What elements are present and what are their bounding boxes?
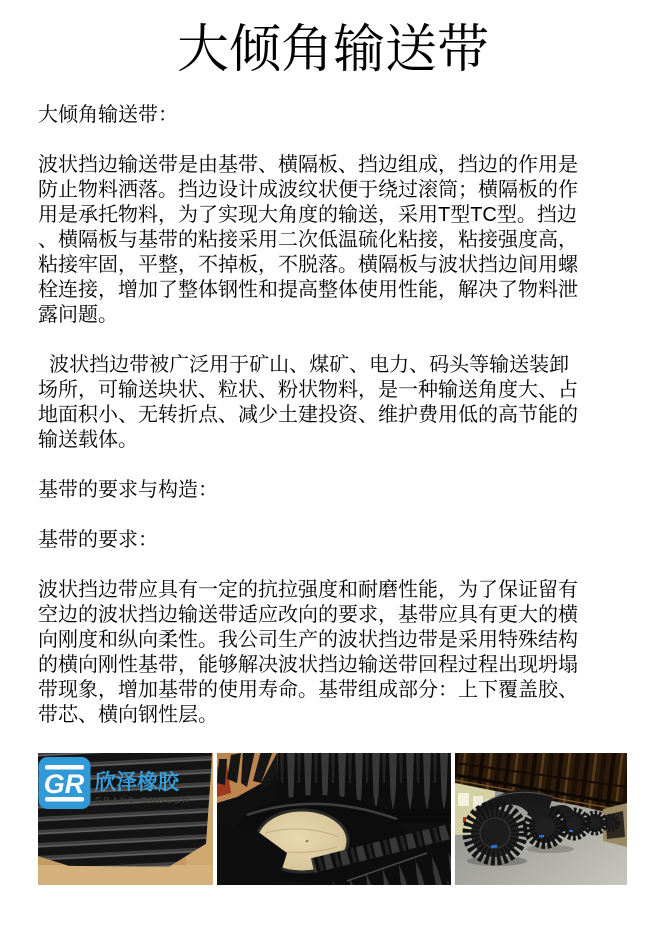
paragraph-composition: 波状挡边输送带是由基带、横隔板、挡边组成，挡边的作用是防止物料洒落。挡边设计成波纹状便于绕过滚筒；横隔板的作用是承托物料，为了实现大角度的输送，采用T型TC型。挡边、横隔板与基带的粘接采用二次低温硫化粘接，粘接强度高，粘接牢固，平整，不掉板，不脱落。横隔板与波状挡边间用螺栓连接，增加了整体钢性和提高整体使用性能，解决了物料泄露问题。: [38, 154, 578, 326]
paragraph-baseband-req-heading: 基带的要求：: [38, 529, 158, 551]
product-photo-belt-closeup: [217, 753, 451, 885]
article: [38, 103, 589, 728]
belt-closeup-image: [217, 753, 451, 885]
factory-image: [455, 753, 627, 885]
blue-tag: [539, 835, 544, 838]
paragraph-baseband-heading: 基带的要求与构造：: [38, 479, 218, 501]
window: [458, 793, 469, 806]
paragraph-applications: 波状挡边带被广泛用于矿山、煤矿、电力、码头等输送装卸场所，可输送块状、粒状、粉状物料，是一种输送角度大、占地面积小、无转折点、减少土建投资、维护费用低的高节能的输送载体。: [38, 354, 578, 451]
product-photo-factory: [455, 753, 627, 885]
product-description-page: [0, 18, 666, 885]
cork-bottom-strip: [38, 865, 213, 885]
paragraph-baseband-requirements: 波状挡边带应具有一定的抗拉强度和耐磨性能，为了保证留有空边的波状挡边输送带适应改向的要求，基带应具有更大的横向刚度和纵向柔性。我公司生产的波状挡边带是采用特殊结构的横向刚性基带，能够解决波状挡边输送带回程过程出现坍塌带现象，增加基带的使用寿命。基带组成部分：上下覆盖胶、带芯、横向钢性层。: [38, 579, 578, 726]
page-title: 大倾角输送带: [176, 21, 489, 79]
brand-name-en: GRAND RUBBER: [95, 796, 191, 805]
sidewall-sheet-image: [38, 753, 213, 885]
paragraph-intro-label: 大倾角输送带：: [38, 104, 178, 126]
belt-loop-inner: [480, 818, 510, 848]
product-photo-sidewall-sheet: [38, 753, 213, 885]
product-photo-gallery: [38, 753, 666, 885]
blue-tag: [569, 830, 573, 832]
brand-logo: [39, 757, 91, 809]
brand-name-cn: 欣泽橡胶: [95, 771, 179, 794]
logo-monogram: GR: [43, 769, 85, 799]
wood-knot: [306, 840, 309, 843]
